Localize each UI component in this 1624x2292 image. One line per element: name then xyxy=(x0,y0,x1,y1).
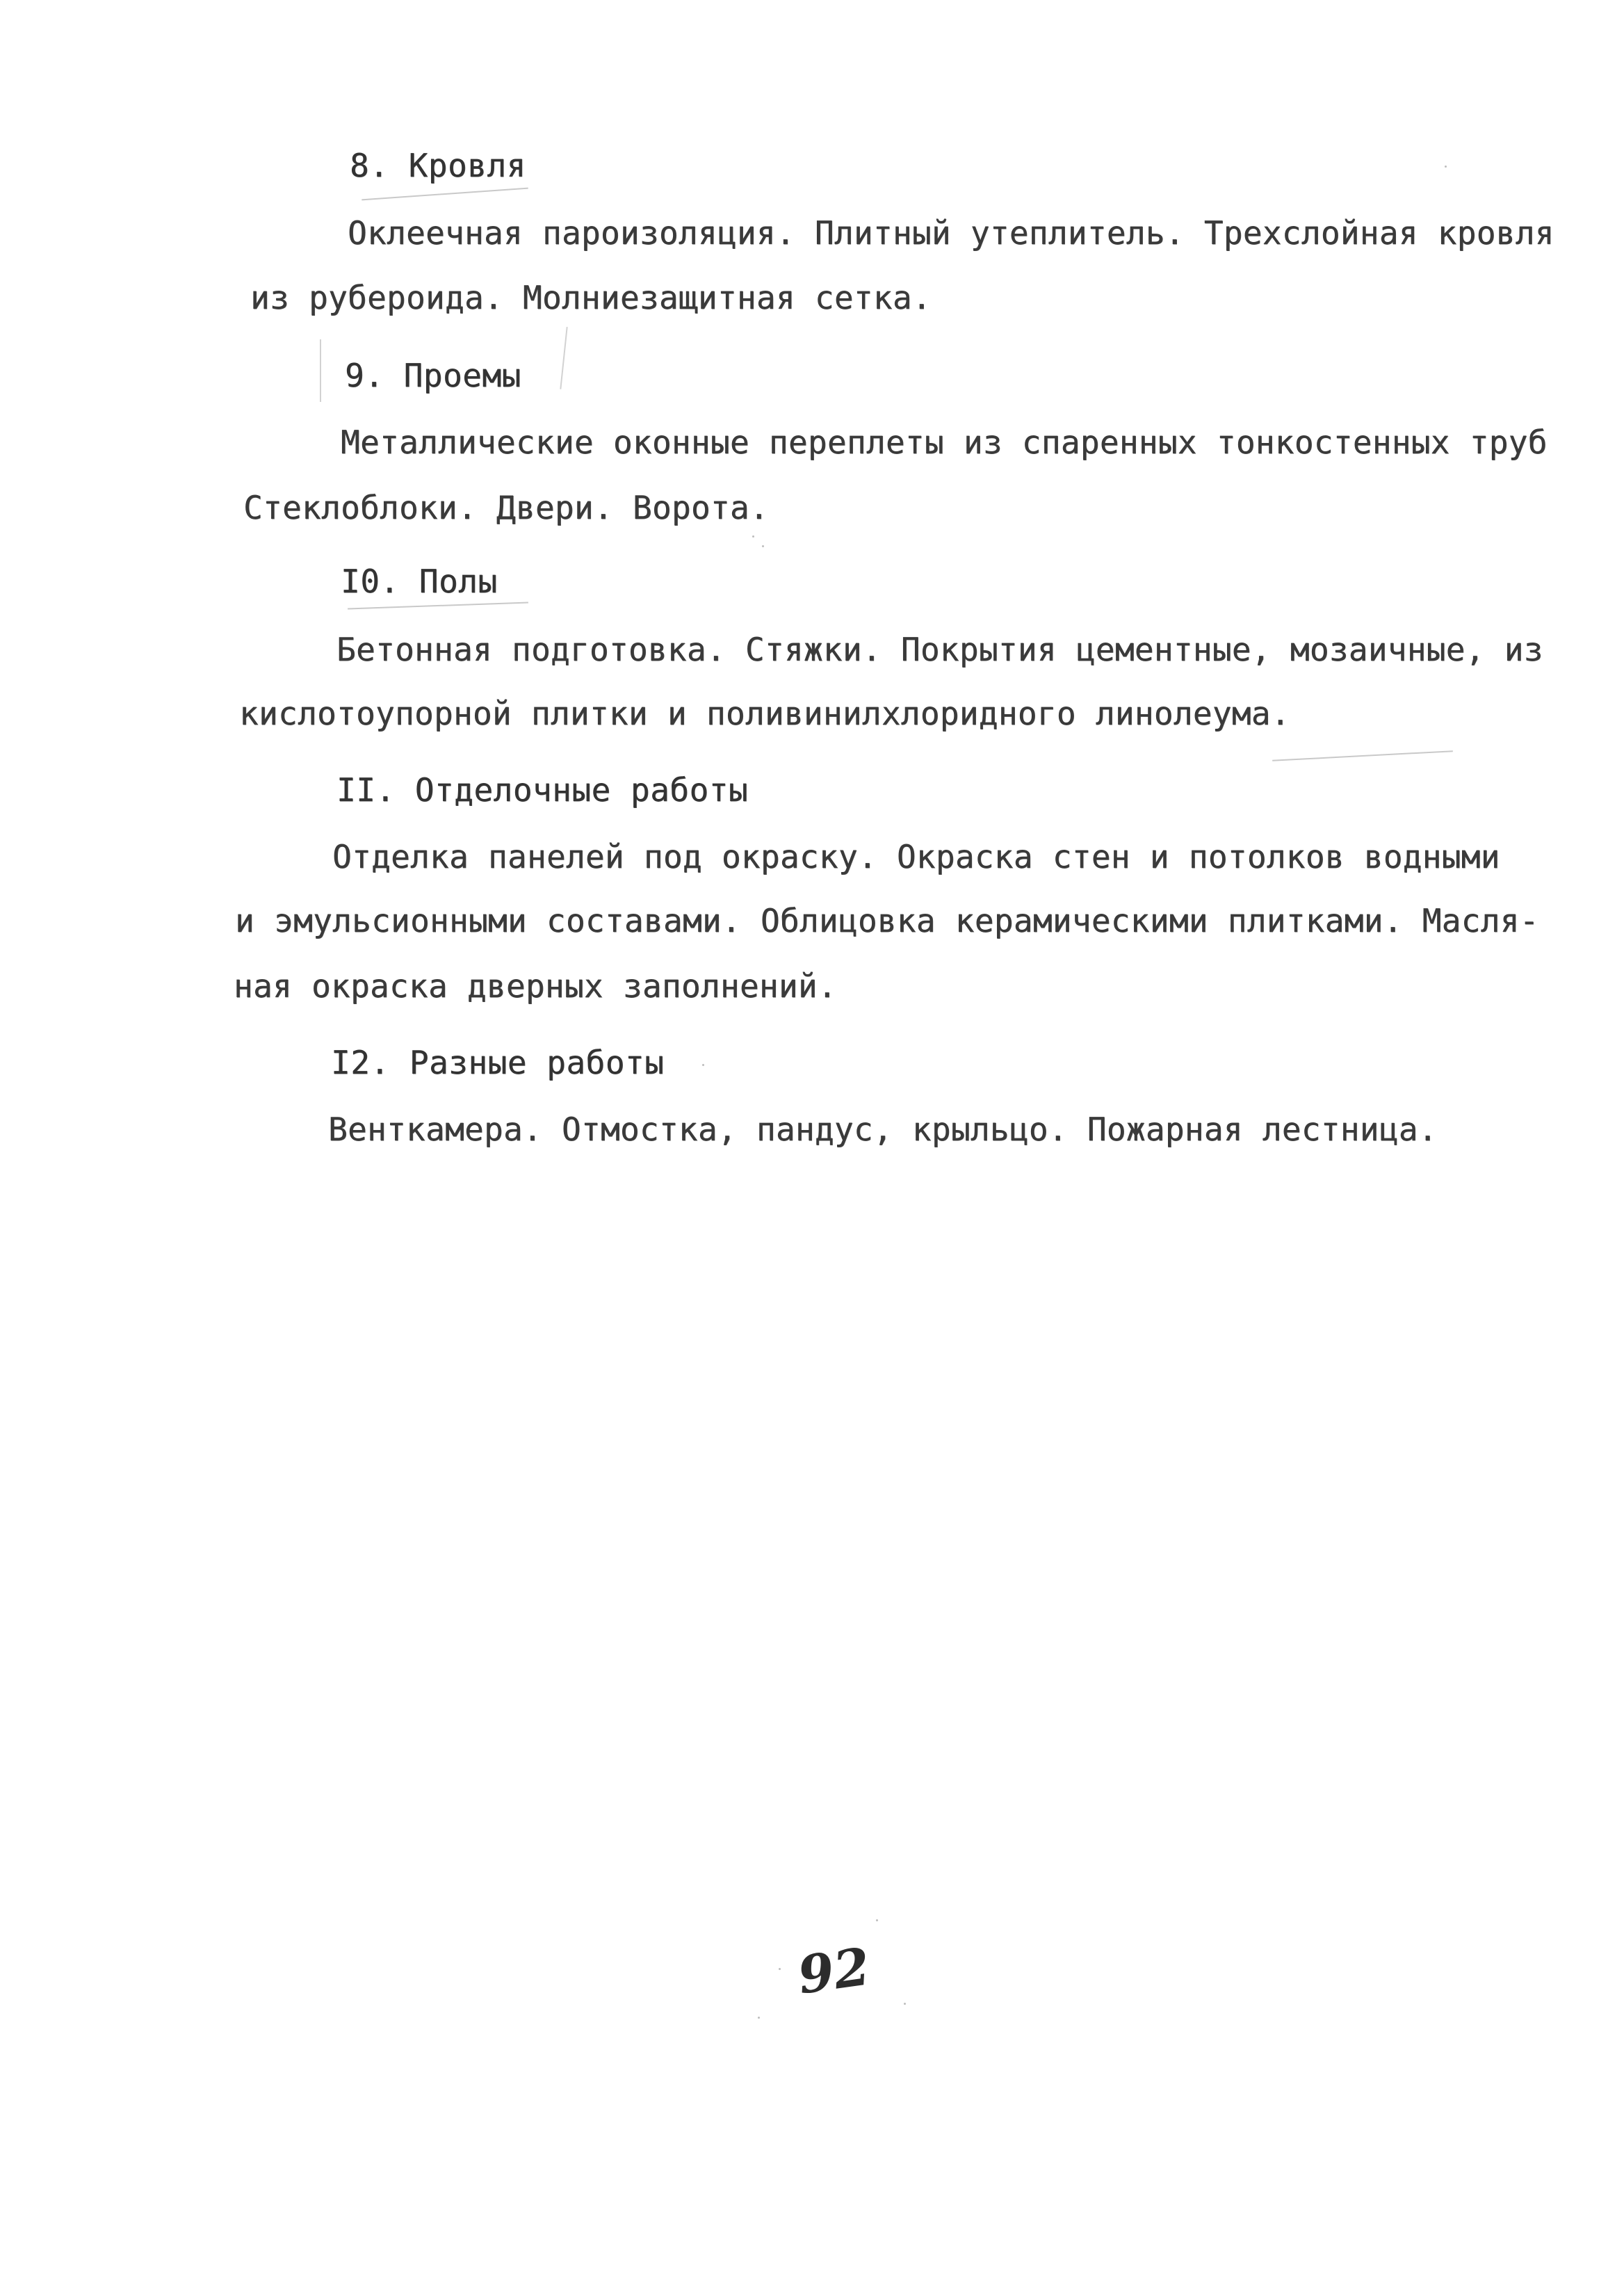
scan-speck xyxy=(702,1064,704,1066)
section-heading-openings: 9. Проемы xyxy=(345,357,521,394)
page-number: 92 xyxy=(794,1937,874,2006)
scan-artifact-line xyxy=(320,339,323,402)
scan-speck xyxy=(752,535,754,538)
scan-speck xyxy=(762,545,764,547)
scan-speck xyxy=(779,1968,781,1970)
scan-artifact-line xyxy=(362,188,528,201)
section-text-line: Бетонная подготовка. Стяжки. Покрытия цементные, мозаичные, из xyxy=(336,631,1543,668)
section-text-line: ная окраска дверных заполнений. xyxy=(234,967,837,1005)
section-text-line: из рубероида. Молниезащитная сетка. xyxy=(250,279,932,316)
scan-artifact-line xyxy=(348,602,528,609)
section-text-line: и эмульсионными составами. Облицовка керамическими плитками. Масля- xyxy=(235,902,1539,939)
scan-artifact-line xyxy=(1272,750,1453,761)
section-text-line: Отделка панелей под окраску. Окраска стен и потолков водными xyxy=(332,838,1500,875)
scan-artifact-line xyxy=(560,327,569,389)
section-heading-finishing: II. Отделочные работы xyxy=(336,771,749,809)
scan-speck xyxy=(904,2003,906,2005)
section-text-line: Венткамера. Отмостка, пандус, крыльцо. Пожарная лестница. xyxy=(328,1111,1438,1148)
section-heading-misc: I2. Разные работы xyxy=(331,1044,665,1081)
section-text-line: Металлические оконные переплеты из спаренных тонкостенных труб xyxy=(341,423,1548,461)
section-heading-roof: 8. Кровля xyxy=(350,147,526,184)
scan-speck xyxy=(758,2017,760,2019)
section-text-line: Стеклоблоки. Двери. Ворота. xyxy=(243,489,769,526)
section-text-line: кислотоупорной плитки и поливинилхлоридного линолеума. xyxy=(239,695,1290,732)
section-text-line: Оклеечная пароизоляция. Плитный утеплитель. Трехслойная кровля xyxy=(348,214,1554,252)
scan-speck xyxy=(1445,166,1447,168)
section-heading-floors: I0. Полы xyxy=(341,563,498,600)
scan-speck xyxy=(876,1919,878,1921)
